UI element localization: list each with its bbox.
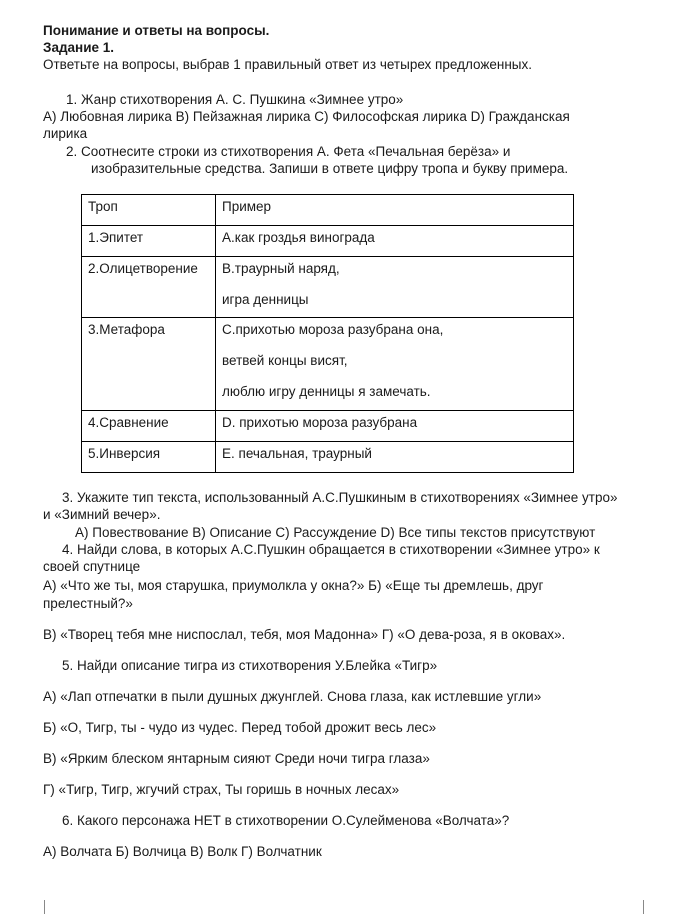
example-cell [216, 257, 574, 318]
trope-cell: 1.Эпитет [82, 226, 216, 257]
example-cell [216, 226, 574, 257]
q4-option-ab-cont: прелестный?» [43, 596, 133, 611]
example-line: В.траурный наряд, [222, 261, 340, 276]
page-title: Понимание и ответы на вопросы. [43, 23, 270, 38]
trope-cell: 4.Сравнение [82, 411, 216, 442]
q1-question: 1. Жанр стихотворения А. С. Пушкина «Зимнее утро» [66, 92, 404, 107]
q5-option-v: В) «Ярким блеском янтарным сияют Среди ночи тигра глаза» [43, 751, 430, 766]
example-cell [216, 411, 574, 442]
table-row [82, 226, 574, 257]
q3-question: 3. Укажите тип текста, использованный А.С.Пушкиным в стихотворениях «Зимнее утро» [62, 490, 618, 505]
q3-options: А) Повествование В) Описание С) Рассуждение D) Все типы текстов присутствуют [75, 525, 596, 540]
q1-options: А) Любовная лирика В) Пейзажная лирика С) Философская лирика D) Гражданская [43, 109, 570, 124]
q1-options-cont: лирика [43, 126, 88, 141]
example-line: А.как гроздья винограда [222, 230, 375, 245]
table-header-row [82, 195, 574, 226]
page-edge-mark [44, 900, 45, 914]
table-row [82, 257, 574, 318]
q3-question-cont: и «Зимний вечер». [43, 507, 161, 522]
q4-question-cont: своей спутнице [43, 559, 141, 574]
table-header-example: Пример [216, 195, 574, 226]
q4-option-ab: А) «Что же ты, моя старушка, приумолкла у окна?» Б) «Еще ты дремлешь, друг [43, 578, 544, 593]
example-cell [216, 318, 574, 411]
table-row [82, 442, 574, 473]
q4-question: 4. Найди слова, в которых А.С.Пушкин обращается в стихотворении «Зимнее утро» к [62, 542, 600, 557]
instruction: Ответьте на вопросы, выбрав 1 правильный ответ из четырех предложенных. [43, 57, 532, 72]
q2-question: 2. Соотнесите строки из стихотворения А. Фета «Печальная берёза» и [66, 144, 511, 159]
example-line: С.прихотью мороза разубрана она, [222, 322, 444, 337]
example-line: Е. печальная, траурный [222, 446, 372, 461]
q6-options: А) Волчата Б) Волчица В) Волк Г) Волчатник [43, 844, 322, 859]
table-header-trope: Троп [82, 195, 216, 226]
example-line: люблю игру денницы я замечать. [222, 384, 431, 399]
trope-cell: 5.Инверсия [82, 442, 216, 473]
table-row [82, 411, 574, 442]
q2-question-cont: изобразительные средства. Запиши в ответе цифру тропа и букву примера. [91, 161, 569, 176]
example-line: ветвей концы висят, [222, 353, 348, 368]
example-cell [216, 442, 574, 473]
table-row [82, 318, 574, 411]
page-edge-mark [643, 900, 644, 914]
q6-question: 6. Какого персонажа НЕТ в стихотворении О.Сулейменова «Волчата»? [62, 813, 510, 828]
example-line: D. прихотью мороза разубрана [222, 415, 418, 430]
q5-option-g: Г) «Тигр, Тигр, жгучий страх, Ты горишь в ночных лесах» [43, 782, 400, 797]
q5-option-b: Б) «О, Тигр, ты - чудо из чудес. Перед тобой дрожит весь лес» [43, 720, 437, 735]
trope-cell: 3.Метафора [82, 318, 216, 411]
tropes-table [81, 194, 574, 473]
q4-option-vg: В) «Творец тебя мне ниспослал, тебя, моя Мадонна» Г) «О дева-роза, я в оковах». [43, 627, 566, 642]
task-label: Задание 1. [43, 40, 115, 55]
q5-question: 5. Найди описание тигра из стихотворения У.Блейка «Тигр» [62, 658, 438, 673]
example-line: игра денницы [222, 292, 309, 307]
trope-cell: 2.Олицетворение [82, 257, 216, 318]
q5-option-a: А) «Лап отпечатки в пыли душных джунглей. Снова глаза, как истлевшие угли» [43, 689, 542, 704]
